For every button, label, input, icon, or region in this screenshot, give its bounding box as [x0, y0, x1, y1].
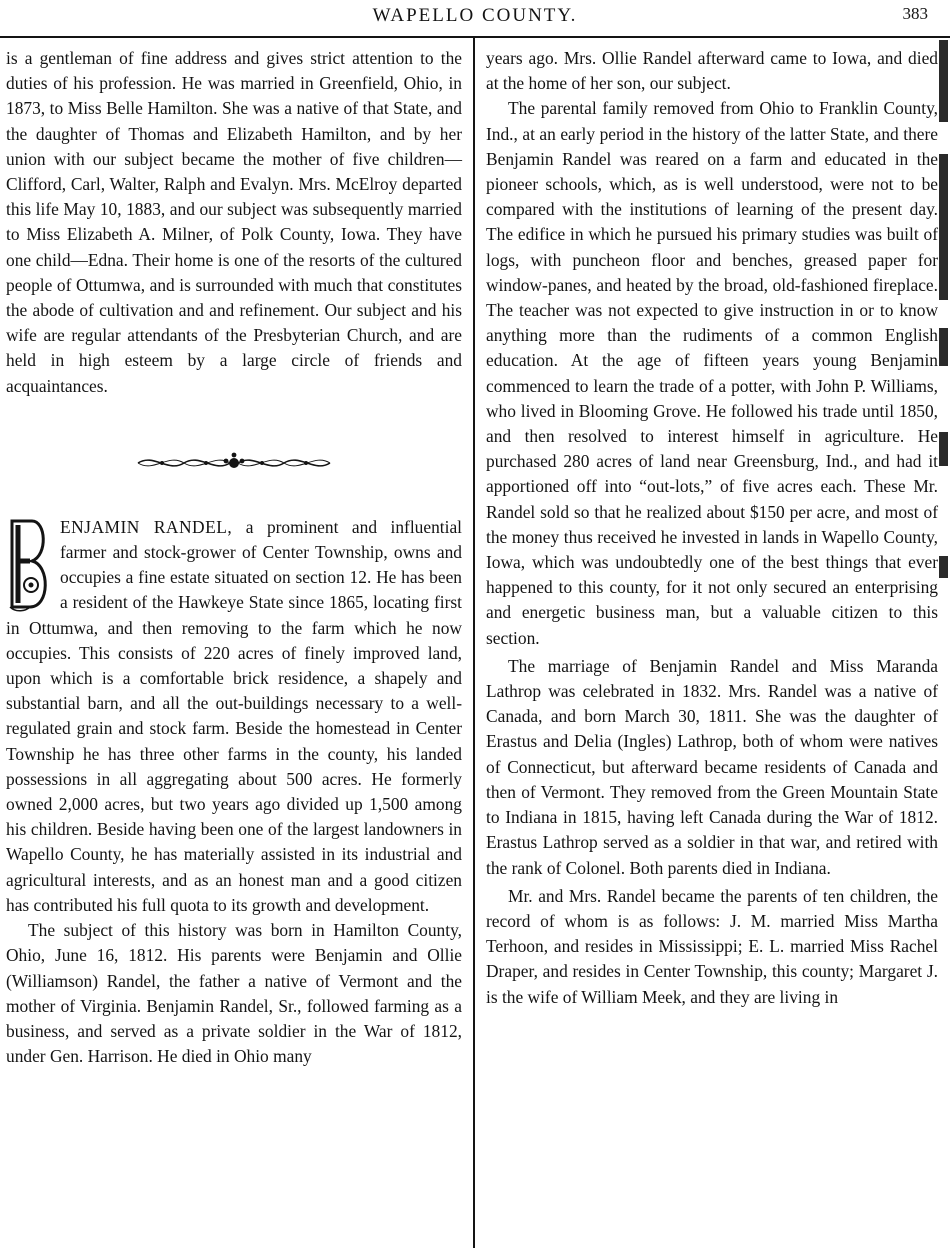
- children-paragraph: Mr. and Mrs. Randel became the parents of ten children, the record of whom is as follows: J. M. married Miss Martha Terhoon, and resides in Mississippi; E. L. married Miss Rachel Draper, and resides in Center Township, this county; Margaret J. is the wife of William Meek, and they are living in: [486, 885, 938, 1007]
- running-head: [0, 0, 950, 40]
- column-divider: [473, 38, 475, 1248]
- marriage-paragraph: The marriage of Benjamin Randel and Miss Maranda Lathrop was celebrated in 1832. Mrs. Randel was a native of Canada, and born March 30, 1811. She was the daughter of Erastus and Delia (Ingles) Lathrop, both of whom were natives of Connecticut, but afterward became residents of Canada and then of Vermont. They removed from the Green Mountain State to Indiana in 1815, having left Canada during the War of 1812. Erastus Lathrop served as a soldier in that war, and retired with the rank of Colonel. Both parents died in Indiana.: [486, 655, 938, 878]
- biography-opening: [6, 515, 462, 918]
- family-paragraph: The parental family removed from Ohio to Franklin County, Ind., at an early period in the history of the latter State, and there Benjamin Randel was reared on a farm and educated in the pioneer schools, which, as is well understood, were not to be compared with the institutions of learning of the present day. The edifice in which he pursued his primary studies was built of logs, with puncheon floor and benches, greased paper for window-panes, and heated by the broad, old-fashioned fireplace. The teacher was not expected to give instruction in or to know anything more than the rudiments of a common English education. At the age of fifteen years young Benjamin commenced to learn the trade of a potter, with John P. Williams, who lived in Blooming Grove. He followed his trade until 1850, and then resolved to interest himself in agriculture. He purchased 280 acres of land near Greensburg, Ind., and had it apportioned off into “out-lots,” of five acres each. These Mr. Randel sold so that he realized about $150 per acre, and most of the money thus received he invested in lands in Wapello County, Iowa, which was undoubtedly one of the best things that ever happened to this county, for it not only secured an enterprising and energetic business man, but a valuable citizen to this section.: [486, 98, 938, 648]
- page-title: WAPELLO COUNTY.: [372, 5, 578, 26]
- continuation-paragraph: years ago. Mrs. Ollie Randel afterward came to Iowa, and died at the home of her son, our subject.: [486, 48, 938, 94]
- biography-text: a prominent and influential farmer and stock-grower of Center Township, owns and occupies a fine estate situated on section 12. He has been a resident of the Hawkeye State since 1865, locating first in Ottumwa, and then removing to the farm which he now occupies. This consists of 220 acres of finely improved land, upon which is a comfortable brick residence, a shapely and substantial barn, and all the out-buildings necessary to a well-regulated grain and stock farm. Beside the homestead in Center Township he has three other farms in the county, his landed possessions in all aggregating about 500 acres. He formerly owned 2,000 acres, but two years ago divided up 1,500 among his children. Beside having been one of the largest landowners in Wapello County, he has materially assisted in its industrial and agricultural interests, and as an honest man and a good citizen has contributed his full quota to its growth and development.: [6, 516, 463, 915]
- header-rule: [0, 36, 950, 38]
- biography-name: ENJAMIN RANDEL,: [60, 516, 233, 537]
- floral-divider-icon: [134, 451, 334, 475]
- continuation-paragraph: is a gentleman of fine address and gives strict attention to the duties of his profession. He was married in Greenfield, Ohio, in 1873, to Miss Belle Hamilton. She was a native of that State, and the daughter of Thomas and Elizabeth Hamilton, and by her union with our subject became the mother of five children—Clifford, Carl, Walter, Ralph and Evalyn. Mrs. McElroy departed this life May 10, 1883, and our subject was subsequently married to Miss Elizabeth A. Milner, of Polk County, Iowa. They have one child—Edna. Their home is one of the resorts of the cultured people of Ottumwa, and is surrounded with much that constitutes the abode of cultivation and and refinement. Our subject and his wife are regular attendants of the Presbyterian Church, and are held in high esteem by a large circle of friends and acquaintances.: [6, 48, 462, 396]
- right-column: [486, 46, 938, 1010]
- drop-cap-b-icon: [6, 515, 52, 613]
- margin-tabs: [936, 36, 950, 1248]
- page-number: 383: [902, 4, 928, 23]
- birth-paragraph: The subject of this history was born in Hamilton County, Ohio, June 16, 1812. His parents were Benjamin and Ollie (Williamson) Randel, the father a native of Vermont and the mother of Virginia. Benjamin Randel, Sr., followed farming as a business, and served as a private soldier in the War of 1812, under Gen. Harrison. He died in Ohio many: [6, 920, 462, 1067]
- left-column: [6, 46, 462, 1069]
